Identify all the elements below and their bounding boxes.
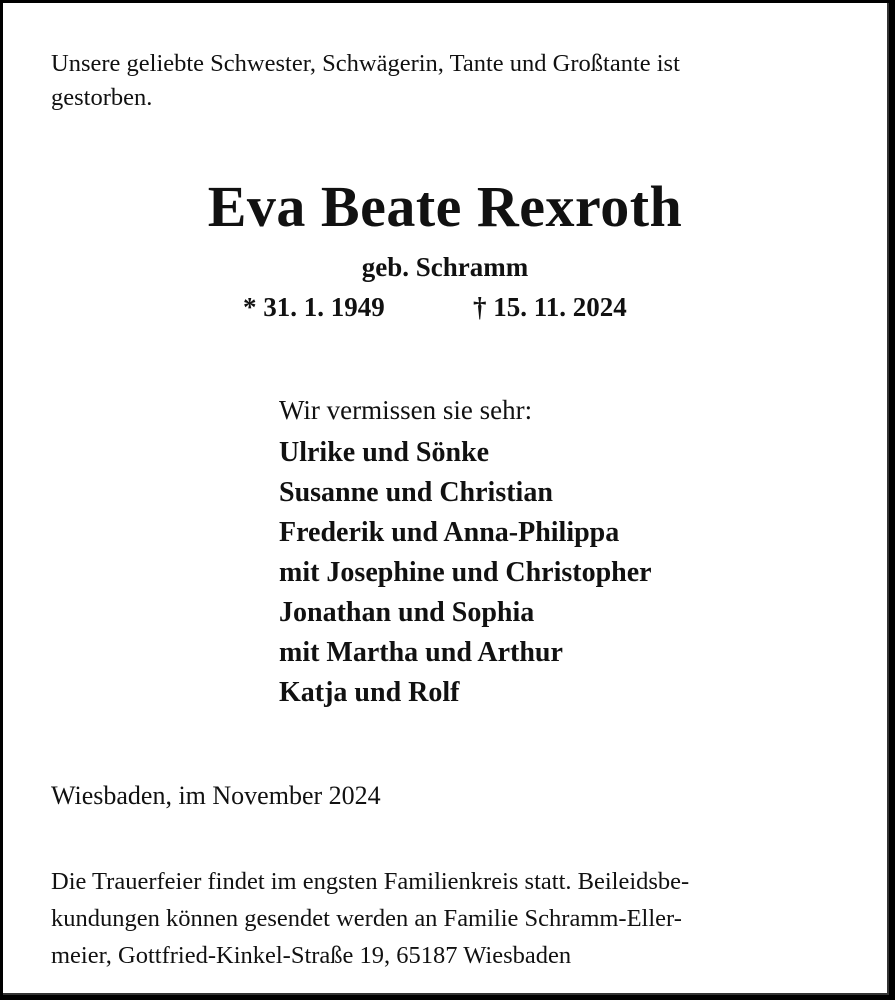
mourner-line: Frederik und Anna-Philippa <box>279 517 620 548</box>
intro-text <box>51 47 851 115</box>
note-line: kundungen können gesendet werden an Familie Schramm-Eller- <box>51 905 682 932</box>
intro-line: gestorben. <box>51 84 153 111</box>
mourners-list <box>279 433 652 713</box>
deceased-name: Eva Beate Rexroth <box>207 174 683 239</box>
birth-date: * 31. 1. 1949 <box>243 292 385 322</box>
note-line: Die Trauerfeier findet im engsten Familienkreis statt. Beileidsbe- <box>51 868 690 895</box>
mourner-line: mit Martha und Arthur <box>279 637 563 668</box>
maiden-name: geb. Schramm <box>361 252 529 282</box>
mourner-line: Jonathan und Sophia <box>279 597 535 628</box>
mourners-label: Wir vermissen sie sehr: <box>279 395 533 425</box>
intro-line: Unsere geliebte Schwester, Schwägerin, Tante und Großtante ist <box>51 50 680 77</box>
note-line: meier, Gottfried-Kinkel-Straße 19, 65187 Wiesbaden <box>51 942 572 969</box>
mourner-line: Katja und Rolf <box>279 677 460 708</box>
mourner-line: Ulrike und Sönke <box>279 437 490 468</box>
obituary-notice <box>3 3 889 995</box>
funeral-note <box>51 863 861 974</box>
mourner-line: mit Josephine und Christopher <box>279 557 652 588</box>
death-date: † 15. 11. 2024 <box>473 292 627 322</box>
mourner-line: Susanne und Christian <box>279 477 553 508</box>
place-date: Wiesbaden, im November 2024 <box>51 781 381 810</box>
